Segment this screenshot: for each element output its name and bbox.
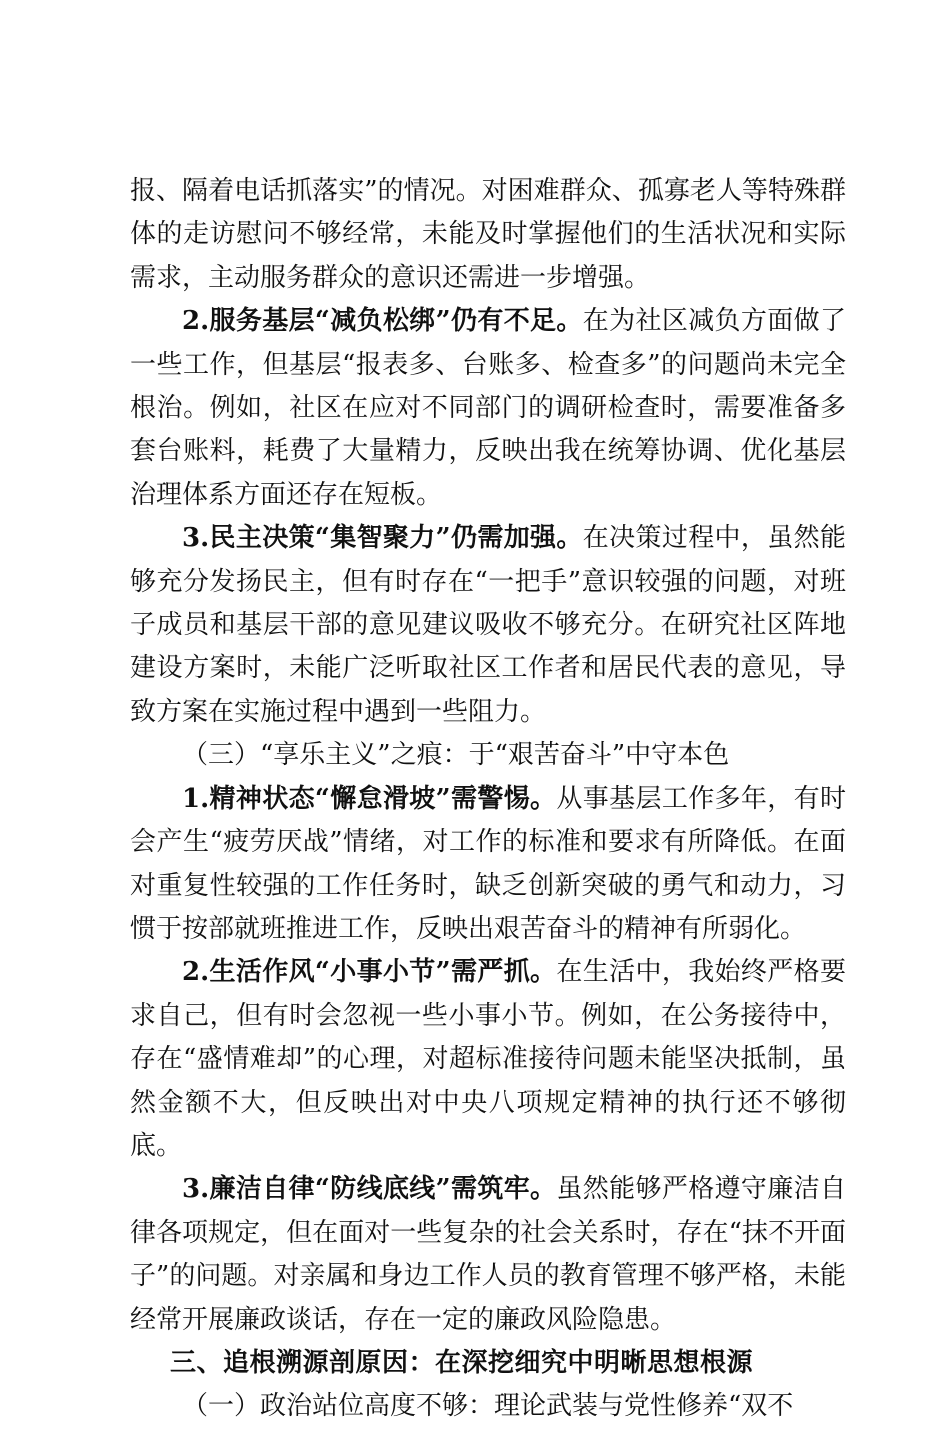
paragraph-democratic-decision (130, 517, 846, 734)
paragraph-text: 虽然能够严格遵守廉洁自律各项规定，但在面对一些复杂的社会关系时，存在“抹不开面子”的问题。对亲属和身边工作人员的教育管理不够严格，未能经常开展廉政谈话，存在一定的廉政风险隐患。 (130, 1174, 846, 1335)
section-heading-political-stance (130, 1385, 846, 1428)
paragraph-text: 在生活中，我始终严格要求自己，但有时会忽视一些小事小节。例如，在公务接待中，存在“盛情难却”的心理，对超标准接待问题未能坚决抵制，虽然金额不大，但反映出对中央八项规定精神的执行还不够彻底。 (130, 957, 846, 1161)
paragraph-lead: 3.民主决策“集智聚力”仍需加强。 (182, 523, 583, 554)
paragraph-text: 在为社区减负方面做了一些工作，但基层“报表多、台账多、检查多”的问题尚未完全根治。例如，社区在应对不同部门的调研检查时，需要准备多套台账料，耗费了大量精力，反映出我在统筹协调、优化基层治理体系方面还存在短板。 (130, 306, 846, 510)
paragraph-mental-state (130, 778, 846, 952)
paragraph-lead: 3.廉洁自律“防线底线”需筑牢。 (182, 1174, 557, 1205)
paragraph-life-style (130, 951, 846, 1168)
paragraph-lead: 1.精神状态“懈怠滑坡”需警惕。 (182, 783, 557, 814)
paragraph-integrity (130, 1168, 846, 1342)
paragraph-text: 在决策过程中，虽然能够充分发扬民主，但有时存在“一把手”意识较强的问题，对班子成员和基层干部的意见建议吸收不够充分。在研究社区阵地建设方案时，未能广泛听取社区工作者和居民代表的意见，导致方案在实施过程中遇到一些阻力。 (130, 523, 846, 727)
paragraph-continuation (130, 170, 846, 300)
heading-text: （一）政治站位高度不够：理论武装与党性修养“双不 (182, 1391, 794, 1422)
chapter-heading-root-causes (130, 1342, 846, 1385)
heading-text: 三、追根溯源剖原因：在深挖细究中明晰思想根源 (170, 1347, 754, 1378)
heading-text: （三）“享乐主义”之痕：于“艰苦奋斗”中守本色 (182, 740, 730, 771)
section-heading-hedonism (130, 734, 846, 777)
paragraph-text: 报、隔着电话抓落实”的情况。对困难群众、孤寡老人等特殊群体的走访慰问不够经常，未能及时掌握他们的生活状况和实际需求，主动服务群众的意识还需进一步增强。 (130, 176, 846, 293)
document-body (130, 170, 846, 1429)
paragraph-lead: 2.生活作风“小事小节”需严抓。 (182, 957, 557, 988)
paragraph-lead: 2.服务基层“减负松绑”仍有不足。 (182, 306, 583, 337)
paragraph-reduce-burden (130, 300, 846, 517)
paragraph-text: 从事基层工作多年，有时会产生“疲劳厌战”情绪，对工作的标准和要求有所降低。在面对重复性较强的工作任务时，缺乏创新突破的勇气和动力，习惯于按部就班推进工作，反映出艰苦奋斗的精神有所弱化。 (130, 783, 846, 944)
